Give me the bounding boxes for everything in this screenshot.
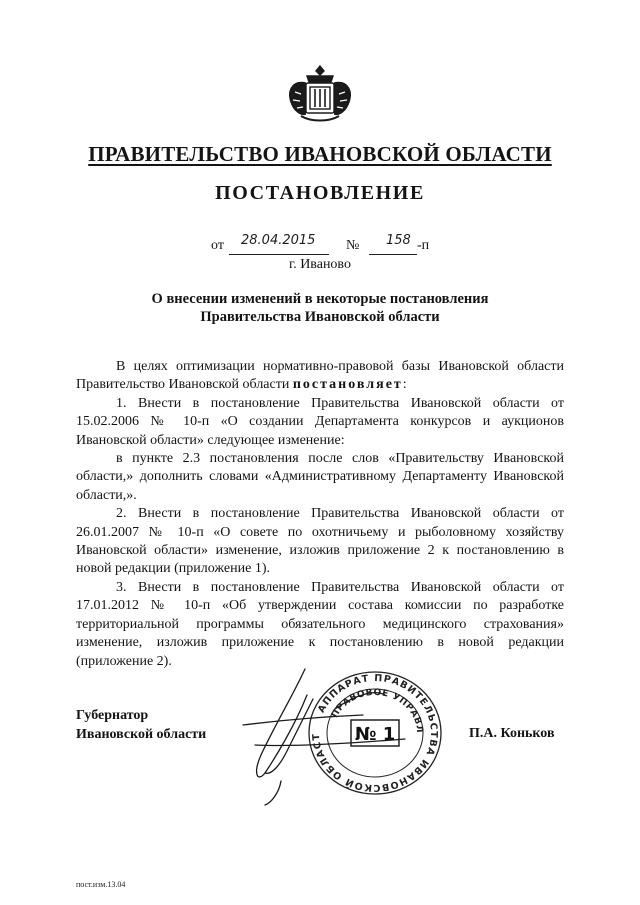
subject	[0, 290, 640, 326]
paragraph-1: 1. Внести в постановление Правительства Ивановской области от 15.02.2006 № 10-п «О создании Департамента конкурсов и аукционов Ивановской области» следующее изменение:	[76, 395, 564, 448]
footer-code: пост.изм.13.04	[76, 880, 126, 889]
signatory-name: П.А. Коньков	[469, 726, 555, 741]
document-type: ПОСТАНОВЛЕНИЕ	[215, 182, 425, 204]
handwritten-signature	[235, 655, 445, 810]
date-value: 28.04.2015	[241, 233, 316, 248]
intro-paragraph	[76, 358, 564, 395]
number-value: 158	[386, 233, 411, 248]
stamp-center-text: № 1	[354, 724, 396, 745]
position-line-2: Ивановской области	[76, 726, 207, 742]
document-body	[76, 358, 564, 671]
paragraph-3: 3. Внести в постановление Правительства Ивановской области от 17.01.2012 № 10-п «Об утверждении состава комиссии по разработке территориальной программы обязательного медицинского страхования» изменение, изложив приложение к постановлению в новой редакции (приложение 2).	[76, 579, 564, 669]
date-prefix: от	[211, 238, 224, 253]
signatory-position	[76, 707, 206, 744]
city: г. Иваново	[289, 257, 351, 272]
date-number-line	[0, 233, 640, 256]
number-underline	[369, 254, 417, 255]
paragraph-1a: в пункте 2.3 постановления после слов «Правительству Ивановской области,» дополнить словами «Административному Департаменту Ивановской области,».	[76, 451, 564, 503]
date-underline	[229, 254, 329, 255]
position-line-1: Губернатор	[76, 708, 149, 723]
coat-of-arms-icon	[283, 62, 357, 124]
number-suffix: -п	[417, 238, 430, 253]
resolves-colon: :	[402, 377, 407, 393]
resolves-word: постановляет	[292, 377, 403, 393]
government-title: ПРАВИТЕЛЬСТВО ИВАНОВСКОЙ ОБЛАСТИ	[88, 142, 552, 166]
subject-line-2: Правительства Ивановской области	[200, 309, 440, 325]
stamp-inner-text: ПРАВОВОЕ УПРАВЛ	[330, 687, 425, 734]
number-prefix: №	[346, 238, 360, 253]
stamp-outer-text: АППАРАТ ПРАВИТЕЛЬСТВА ИВАНОВСКОЙ ОБЛАСТ	[310, 672, 440, 794]
intro-text: В целях оптимизации нормативно-правовой базы Ивановской области Правительство Ивановской области	[76, 359, 564, 393]
paragraph-2: 2. Внести в постановление Правительства Ивановской области от 26.01.2007 № 10-п «О совете по охотничьему и рыболовному хозяйству Ивановской области» изменение, изложив приложение 2 к постановлению в новой редакции (приложение 1).	[76, 506, 564, 577]
subject-line-1: О внесении изменений в некоторые постановления	[151, 291, 489, 307]
